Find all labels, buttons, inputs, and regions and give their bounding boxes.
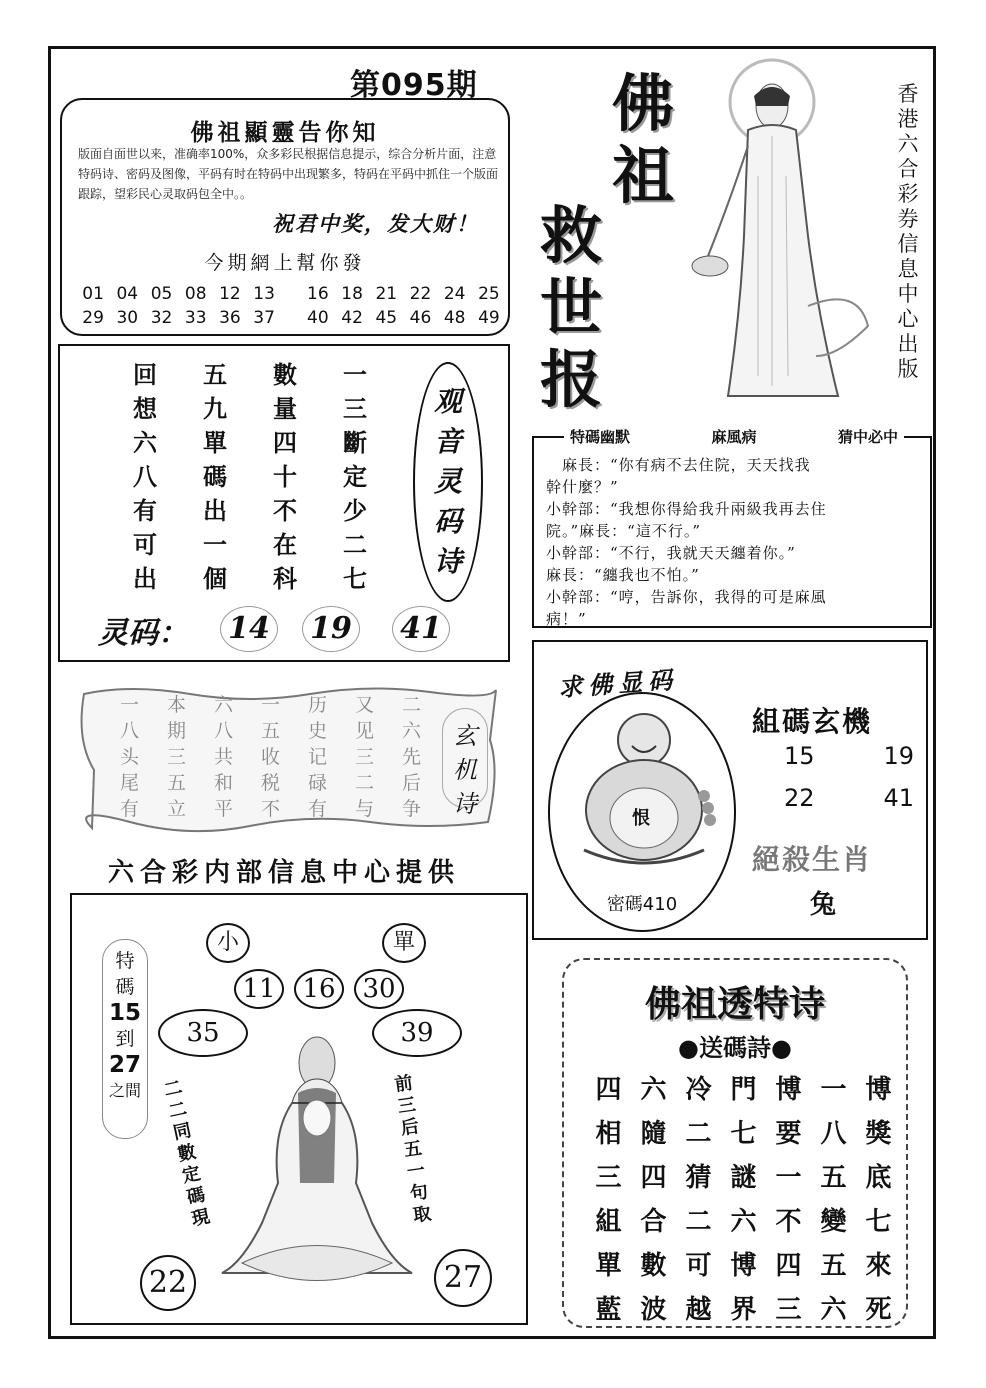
scroll-char: 一 <box>260 694 280 716</box>
scroll-char: 平 <box>213 798 233 820</box>
poem2-char: 四 <box>775 1251 802 1281</box>
number: 40 <box>307 308 329 328</box>
joke-line: 院。”麻長：“這不行。” <box>546 522 702 540</box>
poem2-char: 可 <box>685 1251 712 1281</box>
poem2-char: 四 <box>595 1075 622 1105</box>
number: 46 <box>409 308 432 328</box>
poem2-char: 二 <box>685 1119 712 1149</box>
scroll-char: 史 <box>307 720 327 742</box>
joke-line: 幹什麼？” <box>546 478 619 496</box>
side-publisher-text <box>895 82 921 382</box>
laughing-buddha-image <box>564 700 724 870</box>
number: 18 <box>341 284 363 304</box>
scroll-char: 八 <box>213 720 233 742</box>
number: 42 <box>341 308 363 328</box>
poem-char: 十 <box>273 463 297 491</box>
tema-label-2: 碼 <box>115 976 135 998</box>
poem2-char: 數 <box>640 1251 667 1281</box>
poem-char: 個 <box>203 565 227 593</box>
poem-char: 碼 <box>203 463 227 491</box>
scroll-char: 六 <box>213 694 233 716</box>
poem2-char: 三 <box>595 1163 622 1193</box>
poem-char: 一 <box>203 531 227 559</box>
poem2-char: 一 <box>820 1075 847 1105</box>
joke-line: 小幹部：“不行，我就天天纏着你。” <box>546 544 796 562</box>
oval-title-char: 音 <box>433 425 462 458</box>
poem2-char: 要 <box>775 1119 802 1149</box>
poem2-char: 三 <box>775 1295 802 1325</box>
poem2-char: 變 <box>820 1207 847 1237</box>
vertical-char: 現 <box>189 1205 212 1231</box>
scroll-char: 与 <box>354 798 374 820</box>
title-main <box>612 68 674 212</box>
poem-char: 單 <box>203 429 227 457</box>
scroll-grid <box>106 692 435 822</box>
tema-end: 之間 <box>108 1081 141 1100</box>
bottom-left-number: 22 <box>140 1255 196 1311</box>
scroll-char: 六 <box>401 720 421 742</box>
poem2-char: 隨 <box>640 1119 667 1149</box>
title-char: 佛 <box>612 67 675 140</box>
title-sub <box>540 200 602 416</box>
poem2-char: 五 <box>820 1163 847 1193</box>
right-number: 39 <box>372 1009 462 1057</box>
oval-title-char: 码 <box>433 505 462 538</box>
scroll-char: 五 <box>166 772 186 794</box>
poem2-char: 獎 <box>865 1119 892 1149</box>
tema-label-1: 特 <box>115 950 135 972</box>
scroll-char: 三 <box>354 746 374 768</box>
poem2-char: 組 <box>595 1207 622 1237</box>
tema-to: 27 <box>108 1052 141 1078</box>
poem-char: 有 <box>133 497 157 525</box>
buddha-arc-text: 求佛显码 <box>557 664 680 703</box>
poem2-char: 八 <box>820 1119 847 1149</box>
scroll-title-char: 玄 <box>453 722 477 750</box>
scroll-char: 见 <box>354 720 374 742</box>
secret-code: 密碼410 <box>606 894 678 915</box>
number-row-1 <box>76 284 506 304</box>
buddha-box <box>532 640 928 940</box>
guanyin-seated-image <box>202 1023 432 1313</box>
combo-number: 19 <box>883 742 914 770</box>
poem-oval-text <box>415 382 481 582</box>
poem-char: 六 <box>133 429 157 457</box>
poem-char: 八 <box>133 463 157 491</box>
scroll-title <box>442 708 488 818</box>
number: 04 <box>116 284 139 304</box>
scroll-char: 收 <box>260 746 280 768</box>
poem2-char: 單 <box>595 1251 622 1281</box>
single-badge: 單 <box>382 923 426 963</box>
kill-animal: 兔 <box>810 890 837 920</box>
scroll-char: 头 <box>119 746 139 768</box>
poem2-char: 六 <box>820 1295 847 1325</box>
poem-char: 七 <box>343 565 367 593</box>
vertical-char: 后 <box>399 1116 421 1140</box>
side-char: 彩 <box>897 182 919 206</box>
title-char: 世 <box>540 271 603 344</box>
poem-char: 定 <box>343 463 367 491</box>
joke-box <box>532 428 932 628</box>
side-char: 息 <box>897 257 919 281</box>
ling-number: 14 <box>220 606 278 652</box>
scroll-char: 有 <box>119 798 139 820</box>
poem2-grid <box>586 1068 901 1332</box>
number: 30 <box>116 308 139 328</box>
ling-number: 41 <box>392 606 450 652</box>
number: 48 <box>443 308 466 328</box>
scroll-char: 碌 <box>307 772 327 794</box>
scroll-char: 历 <box>307 694 327 716</box>
poem2-char: 相 <box>595 1119 622 1149</box>
poem2-char: 底 <box>865 1163 892 1193</box>
scroll-char: 税 <box>260 772 280 794</box>
small-badge: 小 <box>206 923 250 963</box>
title-char: 救 <box>540 199 603 272</box>
vertical-char: 三 <box>396 1094 418 1118</box>
scroll-char: 又 <box>354 694 374 716</box>
side-char: 六 <box>897 132 919 156</box>
poem-char: 出 <box>203 497 227 525</box>
poem2-char: 合 <box>640 1207 667 1237</box>
poem2-title: 佛祖透特诗 <box>644 983 825 1025</box>
number: 24 <box>443 284 466 304</box>
poem-char: 九 <box>203 395 227 423</box>
poem-char: 數 <box>273 361 297 389</box>
number: 22 <box>409 284 432 304</box>
poem2-char: 七 <box>865 1207 892 1237</box>
poem-char: 在 <box>273 531 297 559</box>
joke-line: 病！” <box>546 610 587 628</box>
side-char: 港 <box>897 107 919 131</box>
scroll-char: 不 <box>260 798 280 820</box>
oval-title-char: 灵 <box>433 465 462 498</box>
poem-char: 不 <box>273 497 297 525</box>
poem2-char: 六 <box>730 1207 757 1237</box>
vertical-char: 一 <box>405 1159 427 1183</box>
buddha-hen-char: 恨 <box>632 808 650 829</box>
vertical-char: 五 <box>402 1137 424 1162</box>
poem2-char: 波 <box>640 1295 667 1325</box>
tema-from: 15 <box>108 1000 141 1026</box>
notice-body: 版面自面世以来，准确率100%，众多彩民根据信息提示，综合分析片面，注意特码诗、密码及图像，平码有时在特码中出现繁多，特码在平码中抓住一个版面跟踪，望彩民心灵取码包全中。。 <box>78 147 499 201</box>
scroll-title-char: 机 <box>453 756 477 784</box>
joke-body <box>546 454 928 630</box>
combo-number: 41 <box>883 784 914 812</box>
send-code-poem-box <box>562 958 908 1328</box>
vertical-char: 前 <box>393 1072 415 1096</box>
number: 33 <box>184 308 207 328</box>
combo-row-1 <box>784 742 914 770</box>
joke-header <box>564 426 904 447</box>
poem-char: 可 <box>133 531 157 559</box>
number: 16 <box>307 284 329 304</box>
side-char: 香 <box>897 82 919 106</box>
notice-wish: 祝君中奖，发大财！ <box>272 211 479 236</box>
poem-char: 少 <box>343 497 367 525</box>
number: 13 <box>253 284 275 304</box>
scroll-char: 后 <box>401 772 421 794</box>
number: 08 <box>184 284 207 304</box>
ling-label: 灵码： <box>98 616 188 651</box>
scroll-char: 有 <box>307 798 327 820</box>
poem2-char: 謎 <box>730 1163 757 1193</box>
top-number: 11 <box>234 969 284 1009</box>
combo-number: 22 <box>784 784 815 812</box>
vertical-char: 同 <box>171 1119 194 1145</box>
poem2-char: 五 <box>820 1251 847 1281</box>
scroll-char: 记 <box>307 746 327 768</box>
poem2-char: 博 <box>730 1251 757 1281</box>
kill-title: 絕殺生肖 <box>752 843 873 876</box>
scroll-char: 先 <box>401 746 421 768</box>
vertical-char: 句 <box>408 1181 430 1205</box>
oval-title-char: 诗 <box>433 545 462 578</box>
poem2-subtitle: ●送碼詩● <box>678 1034 792 1062</box>
scroll-title-char: 诗 <box>453 790 477 818</box>
number-row-2 <box>76 308 506 328</box>
ling-number: 19 <box>302 606 360 652</box>
number: 21 <box>375 284 398 304</box>
number: 32 <box>150 308 173 328</box>
poem2-char: 來 <box>865 1251 892 1281</box>
scroll-char: 立 <box>166 798 186 820</box>
number: 01 <box>82 284 104 304</box>
side-char: 心 <box>897 307 919 331</box>
top-number: 30 <box>354 969 404 1009</box>
vertical-char: 二 <box>166 1098 189 1123</box>
poem2-char: 四 <box>640 1163 667 1193</box>
poem2-char: 界 <box>730 1295 757 1325</box>
poem-char: 一 <box>343 361 367 389</box>
scroll-char: 三 <box>166 746 186 768</box>
poem-char: 斷 <box>343 429 367 457</box>
notice-box <box>60 98 510 336</box>
buddha-oval <box>548 692 736 932</box>
poem2-char: 六 <box>640 1075 667 1105</box>
guanyin-standing-image <box>688 56 888 426</box>
poem-oval-title <box>413 362 483 602</box>
side-char: 中 <box>897 282 919 306</box>
tema-range <box>102 939 148 1139</box>
vertical-char: 數 <box>175 1141 198 1166</box>
poem2-char: 冷 <box>685 1075 712 1105</box>
joke-head-mid: 麻風病 <box>711 428 757 446</box>
scroll-char: 争 <box>401 798 421 820</box>
joke-head-left: 特碼幽默 <box>570 428 631 446</box>
poem2-char: 博 <box>865 1075 892 1105</box>
number: 36 <box>219 308 241 328</box>
notice-title: 佛祖顯靈告你知 <box>190 120 380 146</box>
scroll-char: 八 <box>119 720 139 742</box>
poem-char: 五 <box>203 361 227 389</box>
poem-grid <box>110 358 390 596</box>
poem-char: 回 <box>133 361 157 389</box>
scroll-char: 和 <box>213 772 233 794</box>
title-char: 报 <box>540 343 603 416</box>
poem2-char: 藍 <box>595 1295 622 1325</box>
poem2-char: 猜 <box>685 1163 712 1193</box>
scroll-char: 一 <box>119 694 139 716</box>
number: 49 <box>478 308 500 328</box>
tema-to-word: 到 <box>115 1028 135 1050</box>
title-char: 祖 <box>612 139 675 212</box>
poem2-char: 越 <box>685 1295 712 1325</box>
combo-row-2 <box>784 784 914 812</box>
number: 29 <box>82 308 104 328</box>
scroll-char: 尾 <box>119 772 139 794</box>
bottom-right-number: 27 <box>434 1249 492 1307</box>
number: 37 <box>253 308 275 328</box>
joke-head-right: 猜中必中 <box>837 428 898 446</box>
top-number: 16 <box>294 969 344 1009</box>
joke-line: 小幹部：“我想你得給我升兩級我再去住 <box>546 500 827 518</box>
poem2-char: 博 <box>775 1075 802 1105</box>
issue-number: 第095期 <box>350 68 478 103</box>
poem2-char: 七 <box>730 1119 757 1149</box>
joke-line: 小幹部：“哼，告訴你，我得的可是麻風 <box>546 588 827 606</box>
scroll-char: 期 <box>166 720 186 742</box>
combo-number: 15 <box>784 742 815 770</box>
vertical-char: 碼 <box>185 1184 208 1209</box>
scroll-char: 五 <box>260 720 280 742</box>
scroll-char: 二 <box>354 772 374 794</box>
poem2-char: 二 <box>685 1207 712 1237</box>
poem-char: 四 <box>273 429 297 457</box>
poem-char: 二 <box>343 531 367 559</box>
poem2-char: 門 <box>730 1075 757 1105</box>
poem2-char: 不 <box>775 1207 802 1237</box>
number: 12 <box>219 284 241 304</box>
bottom-left-box <box>70 893 528 1325</box>
provider-line: 六合彩内部信息中心提供 <box>108 858 461 888</box>
scroll-char: 共 <box>213 746 233 768</box>
scroll-poem <box>70 680 506 836</box>
joke-line: 麻長：“纏我也不怕。” <box>546 566 700 584</box>
poem-char: 科 <box>273 565 297 593</box>
scroll-char: 二 <box>401 694 421 716</box>
left-number: 35 <box>158 1009 248 1057</box>
scroll-char: 本 <box>166 694 186 716</box>
number: 05 <box>150 284 173 304</box>
poem2-char: 一 <box>775 1163 802 1193</box>
poem-char: 三 <box>343 395 367 423</box>
number: 25 <box>478 284 500 304</box>
poem-char: 量 <box>273 395 297 423</box>
combo-title: 組碼玄機 <box>752 705 873 738</box>
side-char: 券 <box>897 207 919 231</box>
side-char: 出 <box>897 332 919 356</box>
vertical-char: 二 <box>162 1076 185 1102</box>
number: 45 <box>375 308 398 328</box>
poem2-char: 死 <box>865 1295 892 1325</box>
side-char: 信 <box>897 232 919 256</box>
joke-line: 麻長：“你有病不去住院，天天找我 <box>546 456 811 474</box>
side-char: 合 <box>897 157 919 181</box>
poem-char: 想 <box>133 395 157 423</box>
poem-char: 出 <box>133 565 157 593</box>
side-char: 版 <box>897 357 919 381</box>
notice-subtitle: 今期網上幫你發 <box>204 252 366 274</box>
vertical-char: 定 <box>180 1162 203 1188</box>
oval-title-char: 观 <box>433 385 462 418</box>
poem-box <box>58 344 510 662</box>
vertical-char: 取 <box>411 1203 433 1227</box>
